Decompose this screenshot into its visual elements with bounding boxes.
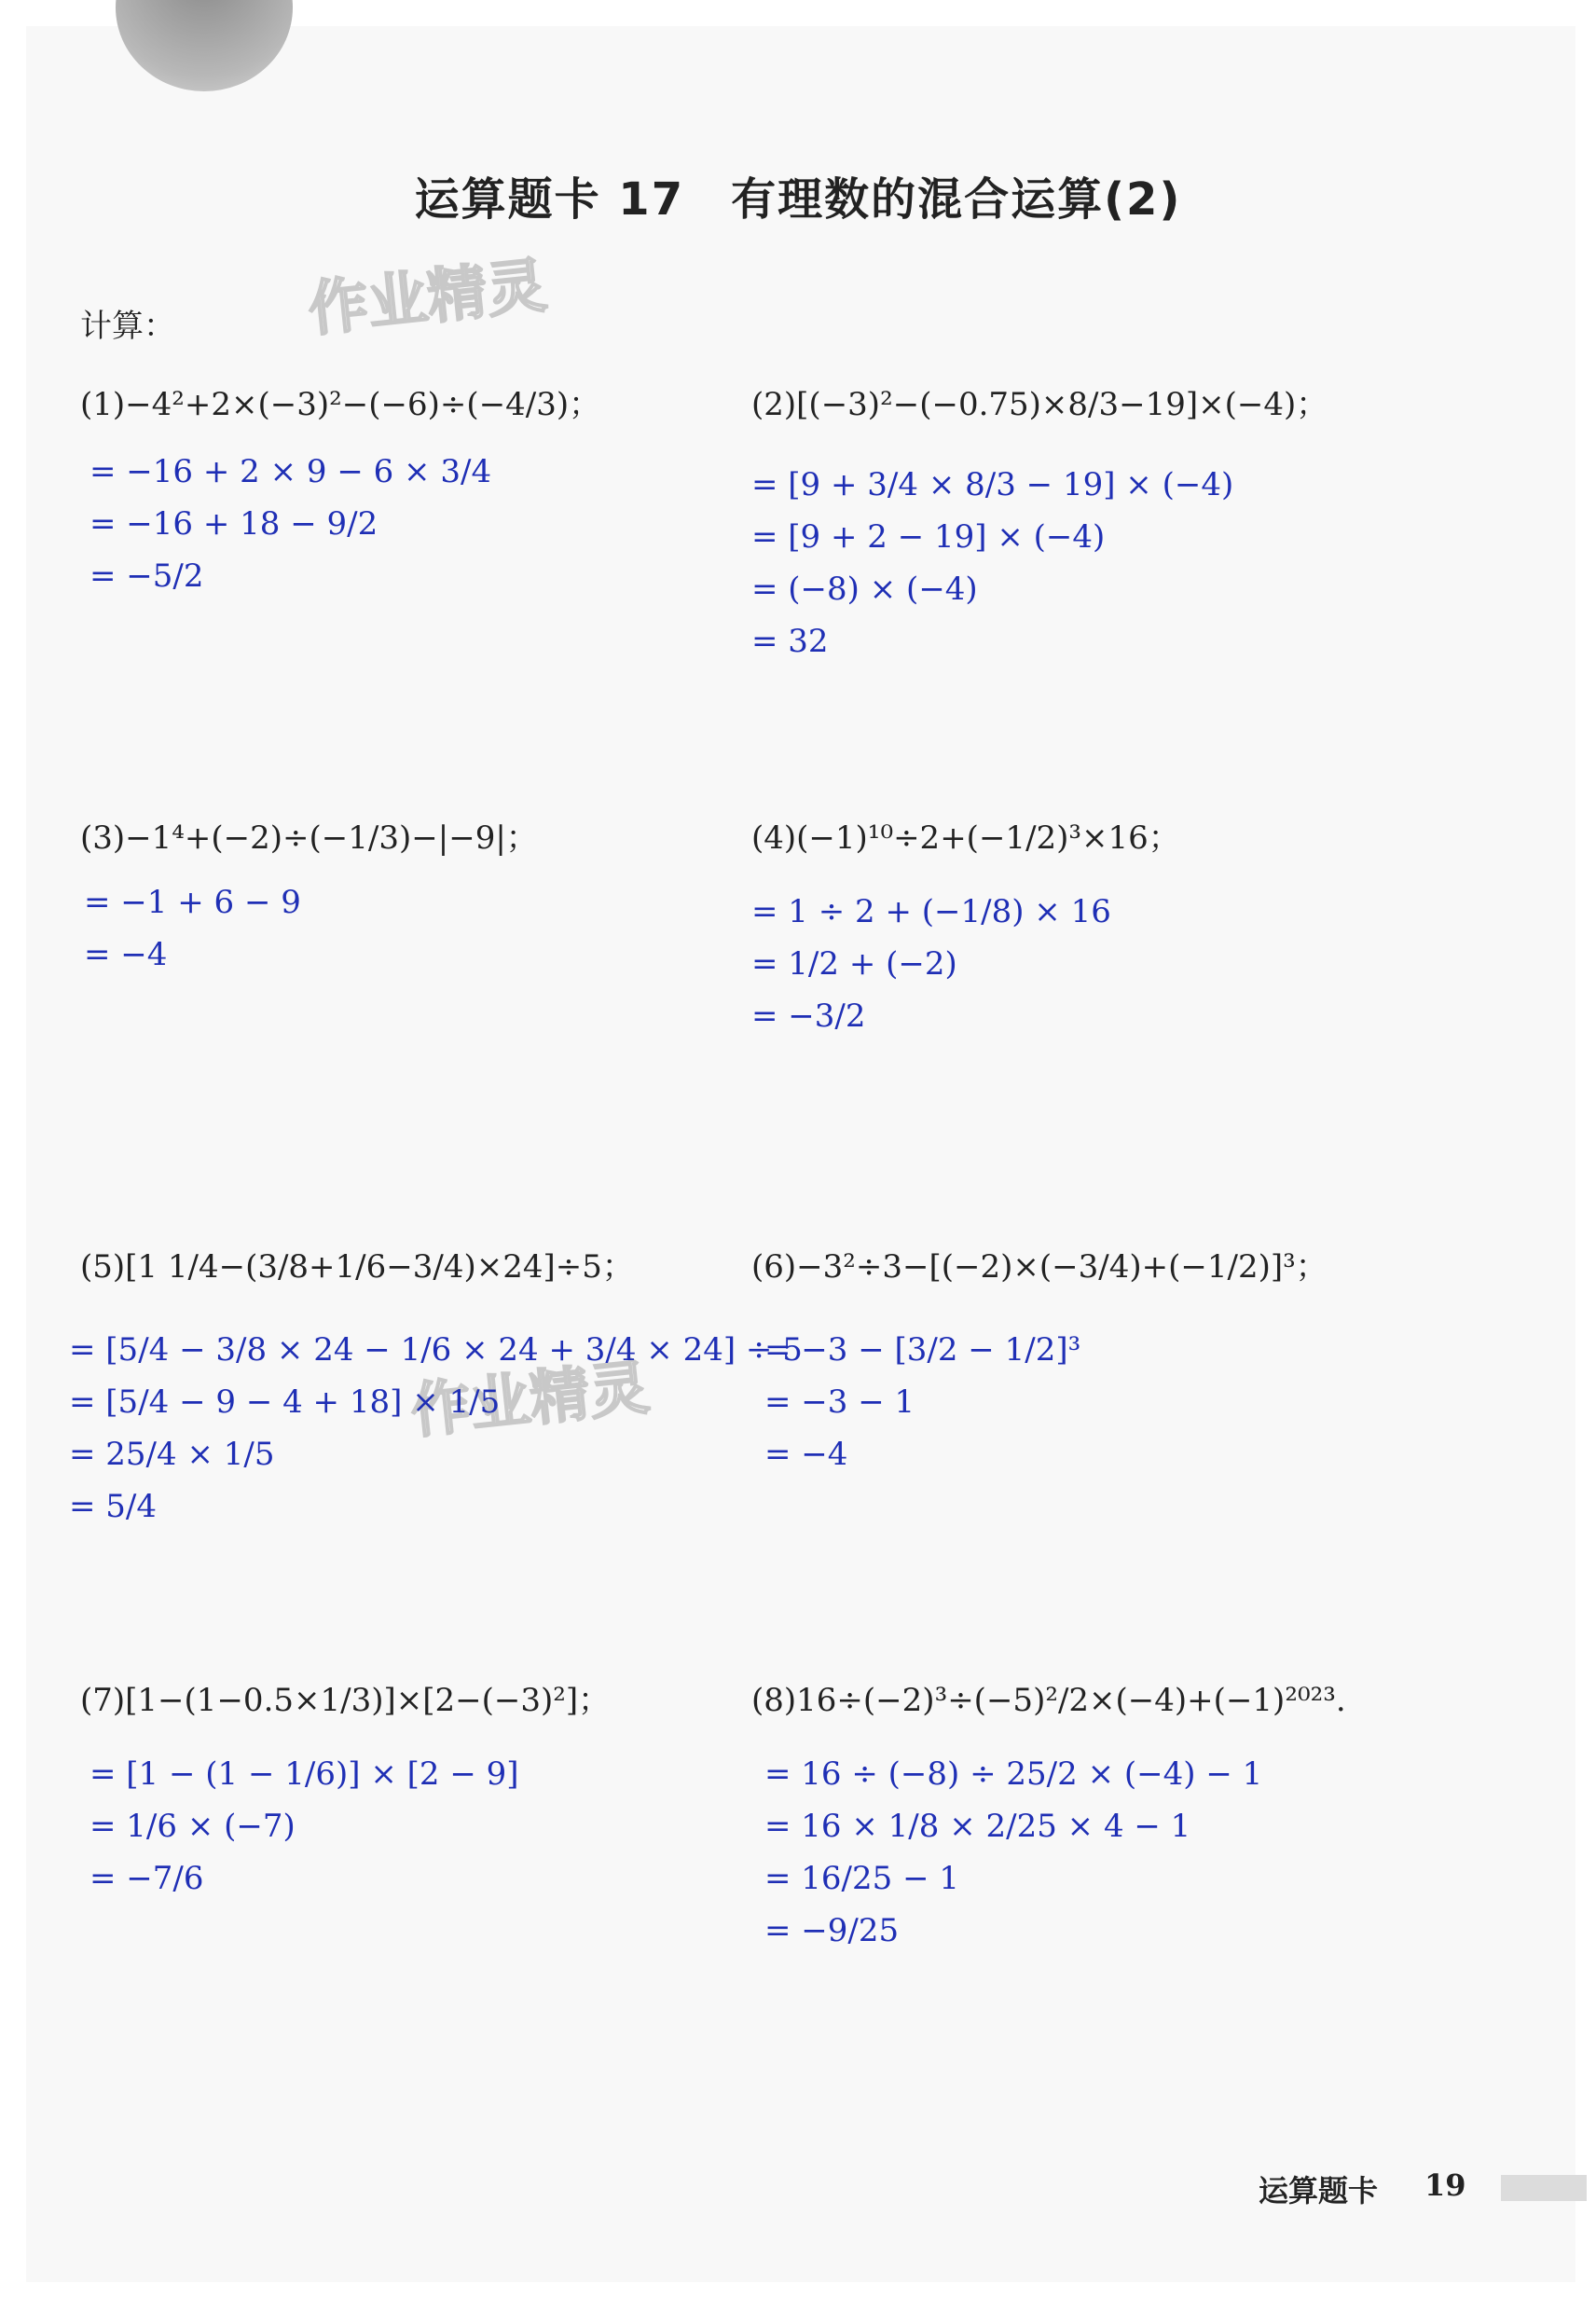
- solution-step: = [5/4 − 9 − 4 + 18] × 1/5: [69, 1383, 501, 1421]
- problem-8-question: (8)16÷(−2)³÷(−5)²/2×(−4)+(−1)²⁰²³.: [751, 1682, 1346, 1719]
- page-title: 运算题卡 17 有理数的混合运算(2): [414, 173, 1182, 226]
- solution-step: = −9/25: [764, 1912, 900, 1949]
- solution-step: = −1 + 6 − 9: [84, 884, 301, 921]
- problem-3-solution: [84, 876, 301, 981]
- solution-step: = [5/4 − 3/8 × 24 − 1/6 × 24 + 3/4 × 24] ÷ 5: [69, 1331, 803, 1369]
- watermark: 作业精灵: [407, 1353, 653, 1448]
- solution-step: = −3 − [3/2 − 1/2]³: [764, 1331, 1081, 1369]
- problem-4-solution: [751, 886, 1111, 1042]
- solution-step: = −7/6: [89, 1860, 204, 1897]
- problem-6-question: (6)−3²÷3−[(−2)×(−3/4)+(−1/2)]³；: [751, 1248, 1328, 1286]
- solution-step: = −5/2: [89, 557, 204, 595]
- footer-section-label: 运算题卡: [1259, 2173, 1379, 2209]
- solution-step: = [1 − (1 − 1/6)] × [2 − 9]: [89, 1755, 519, 1793]
- corner-decoration: [116, 0, 293, 91]
- problem-2-solution: [751, 459, 1233, 667]
- instruction-label: 计算：: [80, 308, 175, 345]
- solution-step: = 1/2 + (−2): [751, 945, 957, 983]
- solution-step: = 16/25 − 1: [764, 1860, 960, 1897]
- problem-3-question: (3)−1⁴+(−2)÷(−1/3)−|−9|；: [80, 819, 538, 857]
- solution-step: = −16 + 2 × 9 − 6 × 3/4: [89, 453, 492, 490]
- watermark: 作业精灵: [305, 251, 550, 346]
- solution-step: = −3/2: [751, 998, 866, 1035]
- solution-step: = 25/4 × 1/5: [69, 1436, 275, 1473]
- problem-2-question: (2)[(−3)²−(−0.75)×8/3−19]×(−4)；: [751, 386, 1328, 423]
- solution-step: = [9 + 2 − 19] × (−4): [751, 518, 1106, 556]
- footer-decoration-bar: [1501, 2175, 1587, 2201]
- solution-step: = −16 + 18 − 9/2: [89, 505, 378, 543]
- problem-5-question: (5)[1 1/4−(3/8+1/6−3/4)×24]÷5；: [80, 1248, 634, 1286]
- solution-step: = (−8) × (−4): [751, 571, 978, 608]
- problem-7-question: (7)[1−(1−0.5×1/3)]×[2−(−3)²]；: [80, 1682, 611, 1719]
- problem-8-solution: [764, 1748, 1262, 1957]
- problem-1-solution: [89, 446, 491, 602]
- solution-step: = −4: [764, 1436, 848, 1473]
- problem-4-question: (4)(−1)¹⁰÷2+(−1/2)³×16；: [751, 819, 1180, 857]
- solution-step: = 32: [751, 623, 829, 660]
- problem-6-solution: [764, 1324, 1080, 1480]
- problem-7-solution: [89, 1748, 519, 1905]
- problem-5-solution: [69, 1324, 803, 1533]
- solution-step: = 1/6 × (−7): [89, 1808, 296, 1845]
- problem-1-question: (1)−4²+2×(−3)²−(−6)÷(−4/3)；: [80, 386, 601, 423]
- solution-step: = [9 + 3/4 × 8/3 − 19] × (−4): [751, 466, 1234, 503]
- page-number: 19: [1424, 2167, 1466, 2203]
- solution-step: = 16 ÷ (−8) ÷ 25/2 × (−4) − 1: [764, 1755, 1263, 1793]
- solution-step: = 16 × 1/8 × 2/25 × 4 − 1: [764, 1808, 1191, 1845]
- solution-step: = −4: [84, 936, 168, 973]
- solution-step: = 1 ÷ 2 + (−1/8) × 16: [751, 893, 1111, 930]
- solution-step: = −3 − 1: [764, 1383, 915, 1421]
- solution-step: = 5/4: [69, 1488, 158, 1525]
